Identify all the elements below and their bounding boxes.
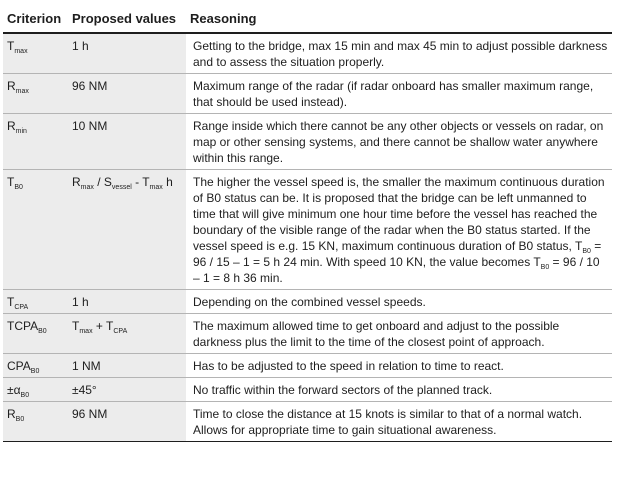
reasoning-cell: The maximum allowed time to get onboard and adjust to the possible darkness plus the limit to the time of the closest point of approach. bbox=[186, 314, 612, 354]
criterion-cell bbox=[3, 170, 68, 290]
table-row bbox=[3, 170, 612, 290]
proposed-value-cell: 96 NM bbox=[68, 74, 186, 114]
criterion-subscript: B0 bbox=[20, 392, 30, 399]
criterion-symbol: T bbox=[7, 175, 15, 189]
reasoning-cell: No traffic within the forward sectors of the planned track. bbox=[186, 378, 612, 402]
criterion-subscript: max bbox=[14, 48, 28, 55]
reasoning-cell: Has to be adjusted to the speed in relation to time to react. bbox=[186, 354, 612, 378]
criterion-symbol: CPA bbox=[7, 359, 31, 373]
proposed-value-cell: ±45° bbox=[68, 378, 186, 402]
formula-term: / S bbox=[93, 175, 112, 189]
formula-subscript: max bbox=[79, 328, 93, 335]
formula-subscript: max bbox=[149, 184, 163, 191]
proposed-value-cell bbox=[68, 170, 186, 290]
header-reasoning: Reasoning bbox=[186, 9, 612, 33]
criterion-cell bbox=[3, 378, 68, 402]
criterion-cell bbox=[3, 33, 68, 74]
table-row bbox=[3, 33, 612, 74]
table-header-row bbox=[3, 9, 612, 33]
criterion-symbol: R bbox=[7, 119, 16, 133]
proposed-value-cell: 1 h bbox=[68, 290, 186, 314]
criterion-symbol: R bbox=[7, 407, 16, 421]
reasoning-cell: Depending on the combined vessel speeds. bbox=[186, 290, 612, 314]
proposed-value-cell: 1 h bbox=[68, 33, 186, 74]
reasoning-cell bbox=[186, 170, 612, 290]
header-proposed-values: Proposed values bbox=[68, 9, 186, 33]
criterion-subscript: max bbox=[15, 88, 29, 95]
formula-term: T bbox=[72, 319, 80, 333]
reasoning-text: = 96 / 15 – 1 = 5 h 24 min. With speed 10 KN, the value becomes T bbox=[193, 239, 602, 269]
reasoning-subscript: B0 bbox=[540, 264, 550, 271]
table-row bbox=[3, 314, 612, 354]
proposed-value-cell: 1 NM bbox=[68, 354, 186, 378]
reasoning-text: The higher the vessel speed is, the smaller the maximum continuous duration of B0 status can be. It is proposed that the bridge can be left unmanned to time that will give minimum one hour time before the vessel has reached the boundary of the visible range of the radar when the B0 status started. If the vessel speed is e.g. 15 KN, maximum continuous duration of B0 status, T bbox=[193, 175, 605, 253]
criterion-subscript: B0 bbox=[14, 184, 23, 191]
formula-term: h bbox=[162, 175, 173, 189]
formula-term: - T bbox=[131, 175, 150, 189]
criterion-cell bbox=[3, 402, 68, 442]
table-row bbox=[3, 354, 612, 378]
criterion-symbol: T bbox=[7, 295, 15, 309]
header-criterion: Criterion bbox=[3, 9, 68, 33]
proposed-value-cell: 10 NM bbox=[68, 114, 186, 170]
reasoning-cell: Time to close the distance at 15 knots is similar to that of a normal watch. Allows for appropriate time to gain situational awareness. bbox=[186, 402, 612, 442]
reasoning-subscript: B0 bbox=[582, 248, 591, 255]
table-row bbox=[3, 114, 612, 170]
criterion-cell bbox=[3, 314, 68, 354]
reasoning-cell: Range inside which there cannot be any other objects or vessels on radar, on map or other sensing systems, and there cannot be shallow water anywhere within this range. bbox=[186, 114, 612, 170]
formula-subscript: vessel bbox=[111, 184, 132, 191]
criterion-symbol: ±α bbox=[7, 383, 21, 397]
formula-term: R bbox=[72, 175, 81, 189]
criterion-cell bbox=[3, 74, 68, 114]
criterion-symbol: TCPA bbox=[7, 319, 39, 333]
table-row bbox=[3, 402, 612, 442]
criterion-cell bbox=[3, 114, 68, 170]
reasoning-text: = 96 / 10 – 1 = 8 h 36 min. bbox=[193, 255, 600, 285]
criterion-subscript: B0 bbox=[30, 368, 40, 375]
table-row bbox=[3, 74, 612, 114]
formula-subscript: CPA bbox=[113, 328, 128, 335]
table-row bbox=[3, 378, 612, 402]
criterion-cell bbox=[3, 290, 68, 314]
proposed-value-cell: 96 NM bbox=[68, 402, 186, 442]
formula-term: + T bbox=[92, 319, 114, 333]
criterion-symbol: T bbox=[7, 39, 15, 53]
reasoning-cell: Maximum range of the radar (if radar onboard has smaller maximum range, that should be used instead). bbox=[186, 74, 612, 114]
criterion-subscript: B0 bbox=[15, 416, 25, 423]
criteria-table bbox=[3, 9, 612, 442]
criterion-symbol: R bbox=[7, 79, 16, 93]
criterion-subscript: CPA bbox=[14, 304, 29, 311]
criterion-subscript: min bbox=[15, 128, 27, 135]
table-row bbox=[3, 290, 612, 314]
criterion-cell bbox=[3, 354, 68, 378]
reasoning-cell: Getting to the bridge, max 15 min and max 45 min to adjust possible darkness and to assess the situation properly. bbox=[186, 33, 612, 74]
formula-subscript: max bbox=[80, 184, 94, 191]
criterion-subscript: B0 bbox=[38, 328, 47, 335]
proposed-value-cell bbox=[68, 314, 186, 354]
